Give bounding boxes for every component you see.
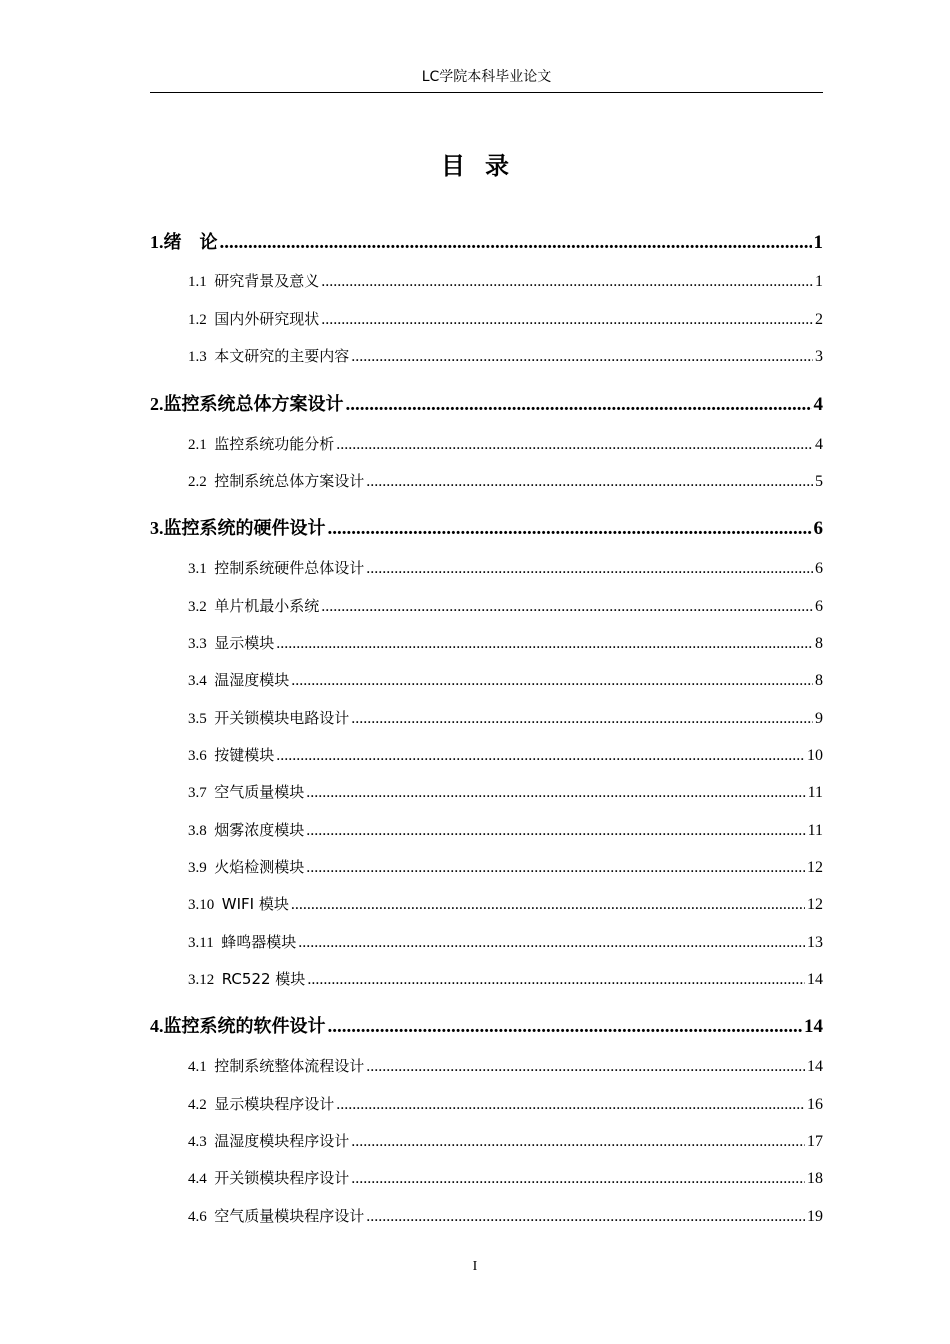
toc-entry-text: 显示模块 [214, 634, 275, 652]
toc-entry-number: 2.2 [188, 474, 207, 490]
toc-entry-page: 13 [807, 934, 823, 951]
toc-entry[interactable] [188, 433, 823, 454]
toc-entry-label [188, 1130, 349, 1151]
toc-entry-text: 显示模块程序设计 [214, 1095, 335, 1113]
toc-entry-page: 1 [815, 273, 823, 290]
toc-entry-number: 3.1 [188, 561, 207, 577]
toc-entry-text: 研究背景及意义 [214, 272, 320, 290]
toc-entry[interactable] [188, 270, 823, 291]
toc-entry-label [188, 632, 274, 653]
toc-entry[interactable] [188, 470, 823, 491]
toc-entry-page: 18 [807, 1170, 823, 1187]
toc-entry-page: 4 [815, 436, 823, 453]
toc-entry-text: 温湿度模块程序设计 [214, 1132, 350, 1150]
toc-entry-label [188, 931, 296, 952]
toc-entry-text: 控制系统硬件总体设计 [214, 559, 365, 577]
toc-entry-text: RC522 模块 [221, 970, 306, 988]
toc-dot-leader [351, 1133, 805, 1151]
toc-entry-label [188, 669, 289, 690]
toc-entry-page: 11 [807, 784, 823, 801]
toc-entry-label [188, 308, 319, 329]
toc-dot-leader [328, 1016, 803, 1038]
toc-entry-page: 6 [815, 560, 823, 577]
toc-entry-text: 蜂鸣器模块 [221, 933, 297, 951]
toc-entry[interactable] [188, 1055, 823, 1076]
toc-entry-label [150, 228, 218, 254]
toc-entry-text: 开关锁模块程序设计 [214, 1169, 350, 1187]
toc-entry-text: 绪 论 [163, 232, 218, 253]
toc-entry-label [188, 1055, 364, 1076]
toc-entry-label [188, 470, 364, 491]
toc-entry-label [188, 707, 349, 728]
toc-entry-page: 6 [815, 598, 823, 615]
toc-entry-page: 2 [815, 311, 823, 328]
toc-entry-number: 4.6 [188, 1209, 207, 1225]
toc-entry[interactable] [188, 557, 823, 578]
toc-entry-text: 监控系统功能分析 [214, 435, 335, 453]
header-title: LC学院本科毕业论文 [421, 69, 552, 85]
toc-entry-page: 12 [807, 896, 823, 913]
toc-entry-page: 3 [815, 348, 823, 365]
toc-entry-text: 监控系统总体方案设计 [163, 394, 344, 415]
toc-entry-text: 控制系统总体方案设计 [214, 472, 365, 490]
toc-entry-text: WIFI 模块 [221, 895, 289, 913]
toc-entry-number: 3.7 [188, 785, 207, 801]
toc-entry-number: 3.12 [188, 972, 215, 988]
toc-entry-page: 17 [807, 1133, 823, 1150]
toc-entry-number: 2. [150, 394, 164, 414]
toc-entry[interactable] [188, 669, 823, 690]
toc-entry-page: 14 [804, 1016, 823, 1037]
toc-dot-leader [366, 473, 813, 491]
toc-dot-leader [351, 710, 813, 728]
toc-entry-text: 控制系统整体流程设计 [214, 1057, 365, 1075]
toc-dot-leader [351, 1170, 805, 1188]
toc-entry-number: 3. [150, 518, 164, 538]
toc-dot-leader [328, 518, 812, 540]
toc-entry-number: 3.11 [188, 935, 214, 951]
toc-entry-number: 4.2 [188, 1097, 207, 1113]
toc-dot-leader [346, 394, 812, 416]
toc-entry-page: 4 [813, 394, 823, 415]
toc-entry-label [150, 390, 344, 416]
toc-entry-label [188, 595, 319, 616]
toc-entry-label [188, 893, 289, 914]
toc-entry-number: 4. [150, 1016, 164, 1036]
toc-dot-leader [321, 598, 813, 616]
toc-entry-text: 监控系统的软件设计 [163, 1016, 326, 1037]
toc-entry-text: 按键模块 [214, 746, 275, 764]
toc-dot-leader [306, 859, 805, 877]
page-number: I [472, 1259, 478, 1274]
toc-entry-number: 1.3 [188, 349, 207, 365]
toc-entry[interactable] [188, 1093, 823, 1114]
toc-entry-page: 6 [813, 518, 823, 539]
toc-entry-text: 空气质量模块程序设计 [214, 1207, 365, 1225]
toc-entry-page: 19 [807, 1208, 823, 1225]
toc-entry[interactable] [188, 819, 823, 840]
toc-entry-number: 4.4 [188, 1171, 207, 1187]
toc-entry[interactable] [188, 893, 823, 914]
toc-dot-leader [366, 1058, 805, 1076]
toc-entry-number: 3.6 [188, 748, 207, 764]
toc-dot-leader [321, 311, 813, 329]
toc-entry-text: 烟雾浓度模块 [214, 821, 305, 839]
toc-dot-leader [276, 747, 805, 765]
toc-entry[interactable] [188, 1205, 823, 1226]
toc-entry-label [150, 514, 326, 540]
toc-entry-number: 3.3 [188, 636, 207, 652]
toc-entry[interactable] [188, 931, 823, 952]
toc-entry-number: 3.10 [188, 897, 215, 913]
toc-entry-label [188, 968, 305, 989]
toc-entry[interactable] [150, 390, 823, 416]
toc-entry[interactable] [188, 308, 823, 329]
toc-entry[interactable] [188, 1167, 823, 1188]
toc-entry-label [188, 433, 334, 454]
toc-entry[interactable] [188, 781, 823, 802]
toc-entry-number: 1.2 [188, 312, 207, 328]
toc-entry-text: 火焰检测模块 [214, 858, 305, 876]
toc-dot-leader [366, 1208, 805, 1226]
toc-title: 目录 [441, 152, 529, 180]
toc-entry-text: 开关锁模块电路设计 [214, 709, 350, 727]
toc-dot-leader [321, 273, 813, 291]
toc-dot-leader [366, 560, 813, 578]
toc-entry-text: 单片机最小系统 [214, 597, 320, 615]
toc-entry[interactable] [188, 744, 823, 765]
toc-dot-leader [220, 232, 812, 254]
toc-entry-number: 3.4 [188, 673, 207, 689]
toc-entry-page: 11 [807, 822, 823, 839]
toc-entry-number: 4.1 [188, 1059, 207, 1075]
toc-entry[interactable] [188, 632, 823, 653]
toc-dot-leader [306, 822, 805, 840]
toc-entry-page: 9 [815, 710, 823, 727]
toc-dot-leader [298, 934, 805, 952]
toc-entry-page: 12 [807, 859, 823, 876]
toc-entry-label [150, 1012, 326, 1038]
toc-entry[interactable] [150, 514, 823, 540]
toc-entry-label [188, 1205, 364, 1226]
toc-entry-label [188, 744, 274, 765]
toc-entry-text: 国内外研究现状 [214, 310, 320, 328]
toc-entry-label [188, 1093, 334, 1114]
toc-entry-page: 8 [815, 635, 823, 652]
toc-entry-label [188, 856, 304, 877]
toc-entry[interactable] [150, 228, 823, 254]
toc-entry[interactable] [188, 968, 823, 989]
toc-entry-number: 3.2 [188, 599, 207, 615]
toc-entry-page: 14 [807, 971, 823, 988]
toc-entry-number: 3.8 [188, 823, 207, 839]
toc-entry-label [188, 781, 304, 802]
toc-dot-leader [351, 348, 813, 366]
toc-entry[interactable] [150, 1012, 823, 1038]
toc-entry-label [188, 819, 304, 840]
toc-entry[interactable] [188, 1130, 823, 1151]
toc-entry-number: 1. [150, 232, 164, 252]
toc-entry-page: 1 [813, 232, 823, 253]
toc-entry[interactable] [188, 595, 823, 616]
toc-entry-page: 10 [807, 747, 823, 764]
toc-dot-leader [336, 436, 813, 454]
toc-dot-leader [291, 896, 805, 914]
toc-entry-number: 4.3 [188, 1134, 207, 1150]
toc-entry-page: 16 [807, 1096, 823, 1113]
toc-dot-leader [307, 971, 805, 989]
toc-entry-number: 1.1 [188, 274, 207, 290]
toc-entry-page: 5 [815, 473, 823, 490]
toc-entry[interactable] [188, 856, 823, 877]
toc-entry[interactable] [188, 345, 823, 366]
toc-entry-label [188, 1167, 349, 1188]
toc-entry-page: 14 [807, 1058, 823, 1075]
toc-entry-text: 监控系统的硬件设计 [163, 518, 326, 539]
toc-dot-leader [306, 784, 805, 802]
toc-dot-leader [336, 1096, 805, 1114]
toc-entry-text: 空气质量模块 [214, 783, 305, 801]
toc-entry-number: 3.9 [188, 860, 207, 876]
toc-entry-number: 3.5 [188, 711, 207, 727]
toc-dot-leader [291, 672, 813, 690]
toc-dot-leader [276, 635, 813, 653]
toc-entry-page: 8 [815, 672, 823, 689]
toc-entry-label [188, 557, 364, 578]
toc-entry-number: 2.1 [188, 437, 207, 453]
toc-entry-text: 温湿度模块 [214, 671, 290, 689]
toc-entry-label [188, 270, 319, 291]
toc-entry-label [188, 345, 349, 366]
toc-entry-text: 本文研究的主要内容 [214, 347, 350, 365]
page-header [150, 62, 823, 93]
toc-entry[interactable] [188, 707, 823, 728]
